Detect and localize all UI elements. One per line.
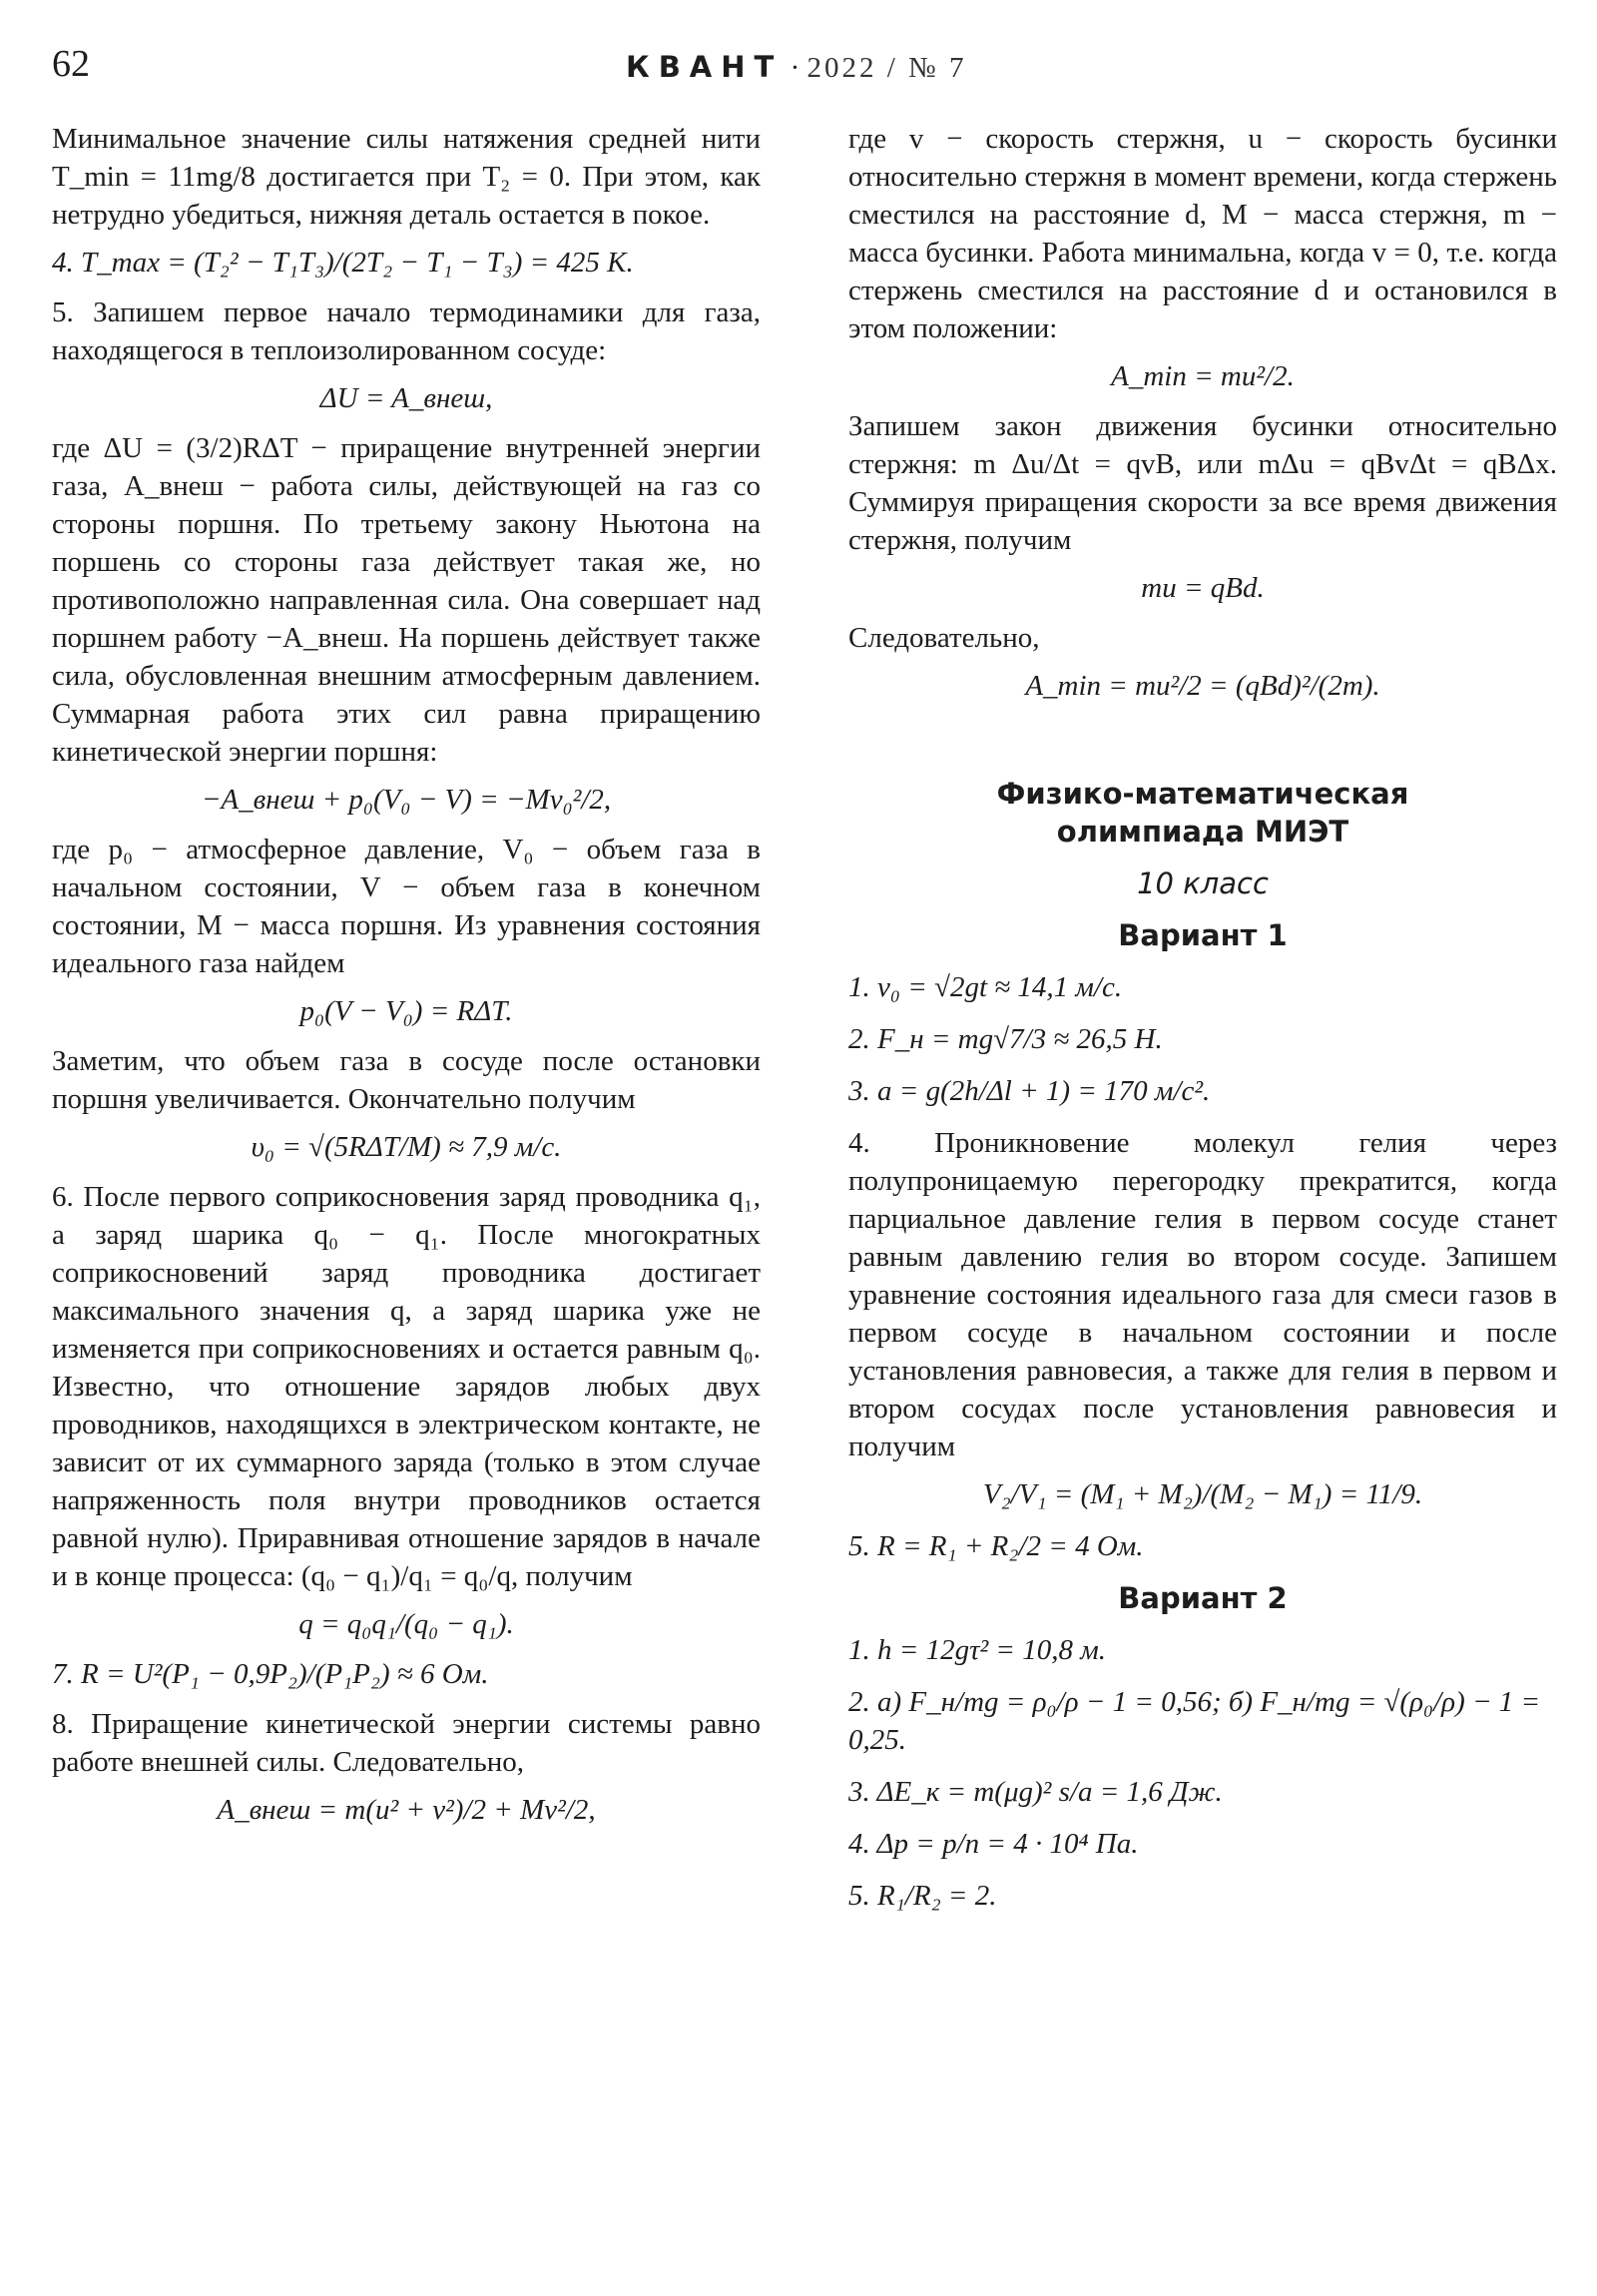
paragraph-min-tension: Минимальное значение силы натяжения средней нити T_min = 11mg/8 достигается при T₂ = 0. При этом, как нетрудно убедиться, нижняя деталь остается в покое. xyxy=(52,123,761,231)
equation-ideal-gas: p₀(V − V₀) = RΔT. xyxy=(299,995,513,1027)
problem-5-explanation: где ΔU = (3/2)RΔT − приращение внутренней энергии газа, A_внеш − работа силы, действующей на газ со стороны поршня. По третьему закону Ньютона на поршень со стороны газа действует такая же, но противоположно направленная сила. Она совершает над поршнем работу −A_внеш. На поршень действует также сила, обусловленная внешним атмосферным давлением. Суммарная работа этих сил равна приращению кинетической энергии поршня: xyxy=(52,432,761,768)
problem-8-therefore: Следовательно, xyxy=(848,622,1040,654)
page-header xyxy=(52,42,1549,98)
magazine-name: КВАНТ xyxy=(626,50,784,84)
variant-1-equation-4: V₂/V₁ = (M₁ + M₂)/(M₂ − M₁) = 11/9. xyxy=(982,1478,1423,1510)
section-title-line-2: олимпиада МИЭТ xyxy=(1056,815,1349,849)
header-separator: · xyxy=(790,52,800,84)
section-title-line-1: Физико-математическая xyxy=(996,777,1409,811)
variant-2-answer-1: 1. h = 12gτ² = 10,8 м. xyxy=(848,1634,1106,1666)
problem-8-definitions: где v − скорость стержня, u − скорость бусинки относительно стержня в момент времени, когда стержень сместился на расстояние d, M − масса стержня, m − масса бусинки. Работа минимальна, когда v = 0, т.е. когда стержень сместился на расстояние d и остановился в этом положении: xyxy=(848,123,1557,344)
problem-6-solution: 6. После первого соприкосновения заряд проводника q₁, а заряд шарика q₀ − q₁. После многократных соприкосновений заряд проводника достигает максимального значения q, а заряд шарика уже не изменяется при соприкосновениях и остается равным q₀. Известно, что отношение зарядов любых двух проводников, находящихся в электрическом контакте, не зависит от их суммарного заряда (только в этом случае напряженность поля внутри проводников остается равной нулю). Приравнивая отношение зарядов в начале и в конце процесса: (q₀ − q₁)/q₁ = q₀/q, получим xyxy=(52,1181,761,1592)
problem-8-motion-law: Запишем закон движения бусинки относительно стержня: m Δu/Δt = qvB, или mΔu = qBvΔt = qBΔx. Суммируя приращения скорости за все время движения стержня, получим xyxy=(848,410,1557,556)
equation-min-work: A_min = mu²/2. xyxy=(1111,360,1295,392)
problem-5-intro: 5. Запишем первое начало термодинамики для газа, находящегося в теплоизолированном сосуде: xyxy=(52,296,761,366)
variant-1-answer-5: 5. R = R₁ + R₂/2 = 4 Ом. xyxy=(848,1530,1144,1562)
grade-label: 10 класс xyxy=(1137,866,1269,900)
equation-charge-result: q = q₀q₁/(q₀ − q₁). xyxy=(298,1608,514,1640)
variant-2-answer-5: 5. R₁/R₂ = 2. xyxy=(848,1880,997,1912)
issue-number: 2022 / № 7 xyxy=(806,52,967,84)
variant-2-heading: Вариант 2 xyxy=(1118,1581,1288,1615)
answer-7-formula: 7. R = U²(P₁ − 0,9P₂)/(P₁P₂) ≈ 6 Ом. xyxy=(52,1658,489,1690)
page-number: 62 xyxy=(52,43,90,85)
right-column xyxy=(848,120,1557,1929)
variant-1-answer-2: 2. F_н = mg√7/3 ≈ 26,5 Н. xyxy=(848,1023,1163,1055)
equation-external-work: A_внеш = m(u² + v²)/2 + Mv²/2, xyxy=(217,1794,596,1826)
equation-momentum: mu = qBd. xyxy=(1141,572,1265,604)
variant-1-answer-3: 3. a = g(2h/Δl + 1) = 170 м/с². xyxy=(848,1075,1211,1107)
problem-8-intro: 8. Приращение кинетической энергии системы равно работе внешней силы. Следовательно, xyxy=(52,1708,761,1778)
variant-1-heading: Вариант 1 xyxy=(1118,918,1288,952)
section-title xyxy=(848,775,1557,851)
variant-2-answer-2: 2. а) F_н/mg = ρ₀/ρ − 1 = 0,56; б) F_н/mg = √(ρ₀/ρ) − 1 = 0,25. xyxy=(848,1686,1541,1756)
problem-5-definitions: где p₀ − атмосферное давление, V₀ − объем газа в начальном состоянии, V − объем газа в конечном состоянии, M − масса поршня. Из уравнения состояния идеального газа найдем xyxy=(52,834,761,979)
variant-1-answer-4: 4. Проникновение молекул гелия через полупроницаемую перегородку прекратится, когда парциальное давление гелия в первом сосуде станет равным давлению гелия во втором сосуде. Запишем уравнение состояния идеального газа для смеси газов в первом сосуде в начальном состоянии и после установления равновесия, а также для гелия в первом и втором сосудах после установления равновесия и получим xyxy=(848,1127,1557,1462)
variant-2-answer-4: 4. Δp = p/n = 4 · 10⁴ Па. xyxy=(848,1828,1139,1860)
variant-1-answer-1: 1. v₀ = √2gt ≈ 14,1 м/с. xyxy=(848,971,1123,1003)
left-column xyxy=(52,120,761,1841)
problem-5-conclusion: Заметим, что объем газа в сосуде после остановки поршня увеличивается. Окончательно получим xyxy=(52,1045,761,1115)
variant-2-answer-3: 3. ΔE_к = m(μg)² s/a = 1,6 Дж. xyxy=(848,1776,1223,1808)
equation-piston-energy: −A_внеш + p₀(V₀ − V) = −Mv₀²/2, xyxy=(201,784,612,816)
answer-4-formula: 4. T_max = (T₂² − T₁T₃)/(2T₂ − T₁ − T₃) = 425 K. xyxy=(52,247,634,279)
equation-first-law: ΔU = A_внеш, xyxy=(319,382,493,414)
equation-velocity-result: υ₀ = √(5RΔT/M) ≈ 7,9 м/с. xyxy=(251,1131,562,1163)
running-title xyxy=(626,50,966,85)
equation-min-work-result: A_min = mu²/2 = (qBd)²/(2m). xyxy=(1025,670,1380,702)
